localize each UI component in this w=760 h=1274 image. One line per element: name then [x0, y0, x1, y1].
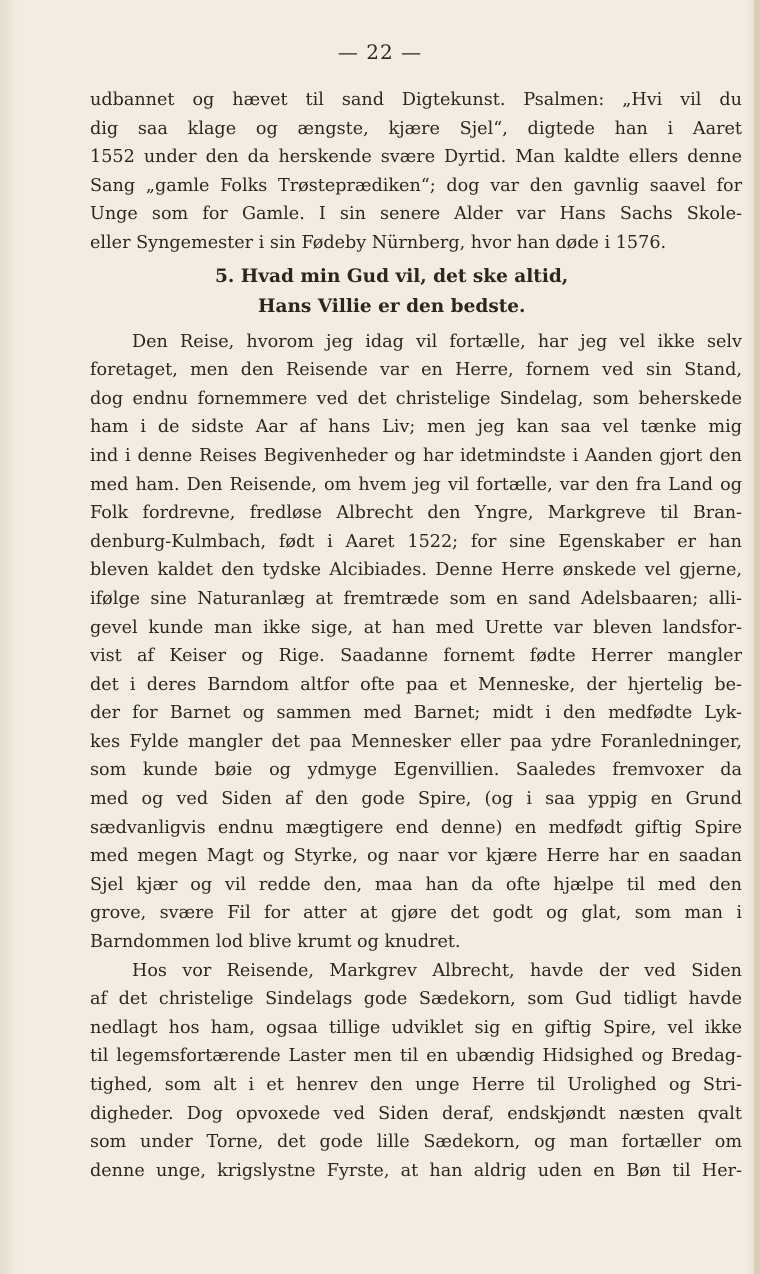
- text-line: Folk fordrevne, fredløse Albrecht den Yngre, Markgreve til Bran-: [90, 503, 742, 524]
- text-line: med og ved Siden af den gode Spire, (og i saa yppig en Grund: [90, 789, 742, 810]
- page-edge: [754, 0, 760, 1274]
- page-number: — 22 —: [337, 40, 423, 64]
- text-line: dog endnu fornemmere ved det christelige Sindelag, som beherskede: [90, 388, 742, 409]
- text-line: gevel kunde man ikke sige, at han med Urette var bleven landsfor-: [90, 617, 742, 638]
- text-line: Barndommen lod blive krumt og knudret.: [90, 932, 461, 953]
- text-line: tighed, som alt i et henrev den unge Herre til Urolighed og Stri-: [90, 1075, 742, 1095]
- text-line: denne unge, krigslystne Fyrste, at han aldrig uden en Bøn til Her-: [90, 1160, 742, 1181]
- text-line: dig saa klage og ængste, kjære Sjel“, digtede han i Aaret: [90, 118, 742, 139]
- text-body: [90, 86, 742, 1185]
- text-line: Hos vor Reisende, Markgrev Albrecht, havde der ved Siden: [132, 960, 742, 981]
- text-line: af det christelige Sindelags gode Sædekorn, som Gud tidligt havde: [90, 989, 742, 1010]
- text-line: grove, svære Fil for atter at gjøre det godt og glat, som man i: [90, 903, 742, 924]
- heading-line: 5. Hvad min Gud vil, det ske altid,: [215, 265, 569, 287]
- text-line: ham i de sidste Aar af hans Liv; men jeg kan saa vel tænke mig: [90, 417, 742, 438]
- text-line: foretaget, men den Reisende var en Herre, fornem ved sin Stand,: [90, 360, 742, 381]
- text-line: ind i denne Reises Begivenheder og har idetmindste i Aanden gjort den: [90, 445, 742, 466]
- text-line: det i deres Barndom altfor ofte paa et Menneske, der hjertelig be-: [90, 674, 742, 695]
- text-line: ifølge sine Naturanlæg at fremtræde som en sand Adelsbaaren; alli-: [90, 588, 742, 609]
- text-line: udbannet og hævet til sand Digtekunst. Psalmen: „Hvi vil du: [90, 90, 742, 110]
- text-line: med megen Magt og Styrke, og naar vor kjære Herre har en saadan: [90, 846, 742, 867]
- text-line: der for Barnet og sammen med Barnet; midt i den medfødte Lyk-: [90, 703, 742, 724]
- text-line: bleven kaldet den tydske Alcibiades. Denne Herre ønskede vel gjerne,: [90, 560, 742, 581]
- text-line: denburg-Kulmbach, født i Aaret 1522; for sine Egenskaber er han: [90, 531, 742, 552]
- text-line: vist af Keiser og Rige. Saadanne fornemt fødte Herrer mangler: [90, 646, 742, 667]
- paragraph-2: [90, 328, 742, 957]
- text-line: kes Fylde mangler det paa Mennesker eller paa ydre Foranledninger,: [90, 731, 742, 752]
- text-line: Den Reise, hvorom jeg idag vil fortælle, har jeg vel ikke selv: [132, 331, 742, 352]
- text-line: Sang „gamle Folks Trøsteprædiken“; dog var den gavnlig saavel for: [90, 175, 742, 196]
- text-line: til legemsfortærende Laster men til en ubændig Hidsighed og Bredag-: [90, 1046, 742, 1067]
- text-line: Unge som for Gamle. I sin senere Alder var Hans Sachs Skole-: [90, 204, 742, 225]
- text-line: med ham. Den Reisende, om hvem jeg vil fortælle, var den fra Land og: [90, 474, 742, 495]
- text-line: som kunde bøie og ydmyge Egenvillien. Saaledes fremvoxer da: [90, 760, 742, 781]
- text-line: eller Syngemester i sin Fødeby Nürnberg, hvor han døde i 1576.: [90, 232, 667, 253]
- text-line: 1552 under den da herskende svære Dyrtid. Man kaldte ellers denne: [90, 147, 742, 168]
- text-line: digheder. Dog opvoxede ved Siden deraf, endskjøndt næsten qvalt: [90, 1103, 742, 1124]
- text-line: nedlagt hos ham, ogsaa tillige udviklet sig en giftig Spire, vel ikke: [90, 1017, 742, 1038]
- section-heading: [90, 262, 742, 322]
- text-line: sædvanligvis endnu mægtigere end denne) en medfødt giftig Spire: [90, 817, 742, 838]
- heading-line: Hans Villie er den bedste.: [258, 295, 526, 317]
- paragraph-3: [90, 957, 742, 1186]
- text-line: som under Torne, det gode lille Sædekorn, og man fortæller om: [90, 1132, 742, 1153]
- paragraph-1: [90, 86, 742, 258]
- text-line: Sjel kjær og vil redde den, maa han da ofte hjælpe til med den: [90, 874, 742, 895]
